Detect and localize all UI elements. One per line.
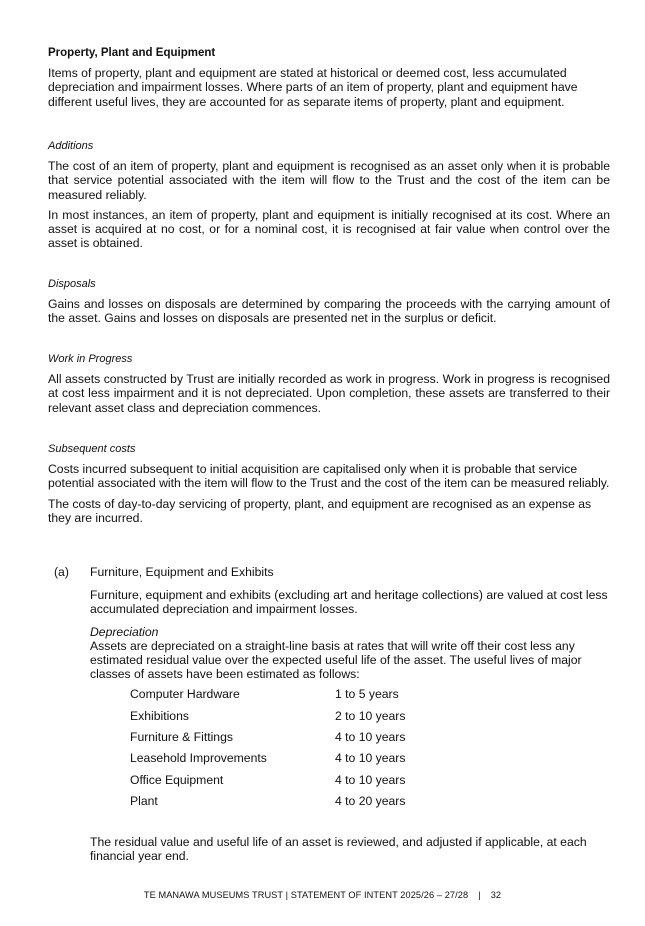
depreciation-title: Depreciation	[90, 624, 159, 639]
useful-life-value: 4 to 20 years	[335, 793, 406, 808]
useful-life-row	[130, 687, 405, 708]
wip-title: Work in Progress	[48, 353, 133, 365]
section-disposals	[48, 277, 610, 326]
furniture-heading	[48, 565, 610, 579]
subsequent-title: Subsequent costs	[48, 443, 136, 455]
section-heading: Property, Plant and Equipment	[48, 47, 216, 59]
footer-text: TE MANAWA MUSEUMS TRUST | STATEMENT OF INTENT 2025/26 – 27/28	[143, 890, 469, 900]
section-work-in-progress	[48, 352, 610, 415]
disposals-title: Disposals	[48, 278, 96, 290]
list-number: (a)	[54, 565, 69, 579]
useful-life-value: 2 to 10 years	[335, 708, 406, 723]
footer-separator: |	[478, 890, 481, 900]
document-page	[48, 46, 610, 864]
asset-class: Furniture & Fittings	[130, 730, 233, 745]
useful-life-row	[130, 751, 405, 772]
additions-title: Additions	[48, 140, 94, 152]
intro-paragraph: Items of property, plant and equipment are stated at historical or deemed cost, less accumulated depreciation and impairment losses. Where parts of an item of property, plant and equipment have different useful lives, they are accounted for as separate items of property, plant and equipment.	[48, 66, 578, 109]
furniture-title: Furniture, Equipment and Exhibits	[90, 565, 274, 579]
useful-life-value: 4 to 10 years	[335, 772, 406, 787]
furniture-body	[90, 588, 610, 815]
page-number: 32	[490, 890, 502, 900]
asset-class: Leasehold Improvements	[130, 751, 267, 766]
disposals-paragraph: Gains and losses on disposals are determined by comparing the proceeds with the carrying amount of the asset. Gains and losses on disposals are presented net in the surplus or deficit.	[48, 297, 610, 326]
subsequent-paragraph-1: Costs incurred subsequent to initial acquisition are capitalised only when it is probable that service potential associated with the item will flow to the Trust and the cost of the item can be measured reliably.	[48, 462, 610, 491]
useful-life-value: 1 to 5 years	[335, 687, 399, 702]
additions-paragraph-1: The cost of an item of property, plant and equipment is recognised as an asset only when it is probable that service potential associated with the item will flow to the Trust and the cost of the item can be measured reliably.	[48, 159, 610, 202]
residual-paragraph: The residual value and useful life of an asset is reviewed, and adjusted if applicable, at each financial year end.	[90, 835, 587, 864]
asset-class: Plant	[130, 793, 158, 808]
section-subsequent-costs	[48, 442, 610, 525]
useful-life-row	[130, 773, 405, 794]
wip-paragraph: All assets constructed by Trust are initially recorded as work in progress. Work in progress is recognised at cost less impairment and it is not depreciated. Upon completion, these assets are transferred to their relevant asset class and depreciation commences.	[48, 372, 610, 415]
useful-life-row	[130, 794, 405, 815]
useful-life-value: 4 to 10 years	[335, 751, 406, 766]
furniture-paragraph: Furniture, equipment and exhibits (excluding art and heritage collections) are valued at cost less accumulated depreciation and impairment losses.	[90, 588, 608, 617]
useful-life-row	[130, 730, 405, 751]
page-footer	[0, 890, 645, 900]
asset-class: Computer Hardware	[130, 687, 240, 702]
asset-class: Exhibitions	[130, 708, 189, 723]
useful-life-row	[130, 709, 405, 730]
section-ppe	[48, 46, 610, 109]
section-additions	[48, 139, 610, 251]
subsequent-paragraph-2: The costs of day-to-day servicing of property, plant, and equipment are recognised as an expense as they are incurred.	[48, 496, 592, 525]
depreciation-paragraph: Assets are depreciated on a straight-line basis at rates that will write off their cost less any estimated residual value over the expected useful life of the asset. The useful lives of major classes of assets have been estimated as follows:	[90, 638, 582, 682]
furniture-section	[48, 565, 610, 815]
useful-lives-table	[130, 687, 405, 815]
asset-class: Office Equipment	[130, 772, 224, 787]
additions-paragraph-2: In most instances, an item of property, plant and equipment is initially recognised at its cost. Where an asset is acquired at no cost, or for a nominal cost, it is recognised at fair value when control over the asset is obtained.	[48, 207, 610, 251]
useful-life-value: 4 to 10 years	[335, 730, 406, 745]
